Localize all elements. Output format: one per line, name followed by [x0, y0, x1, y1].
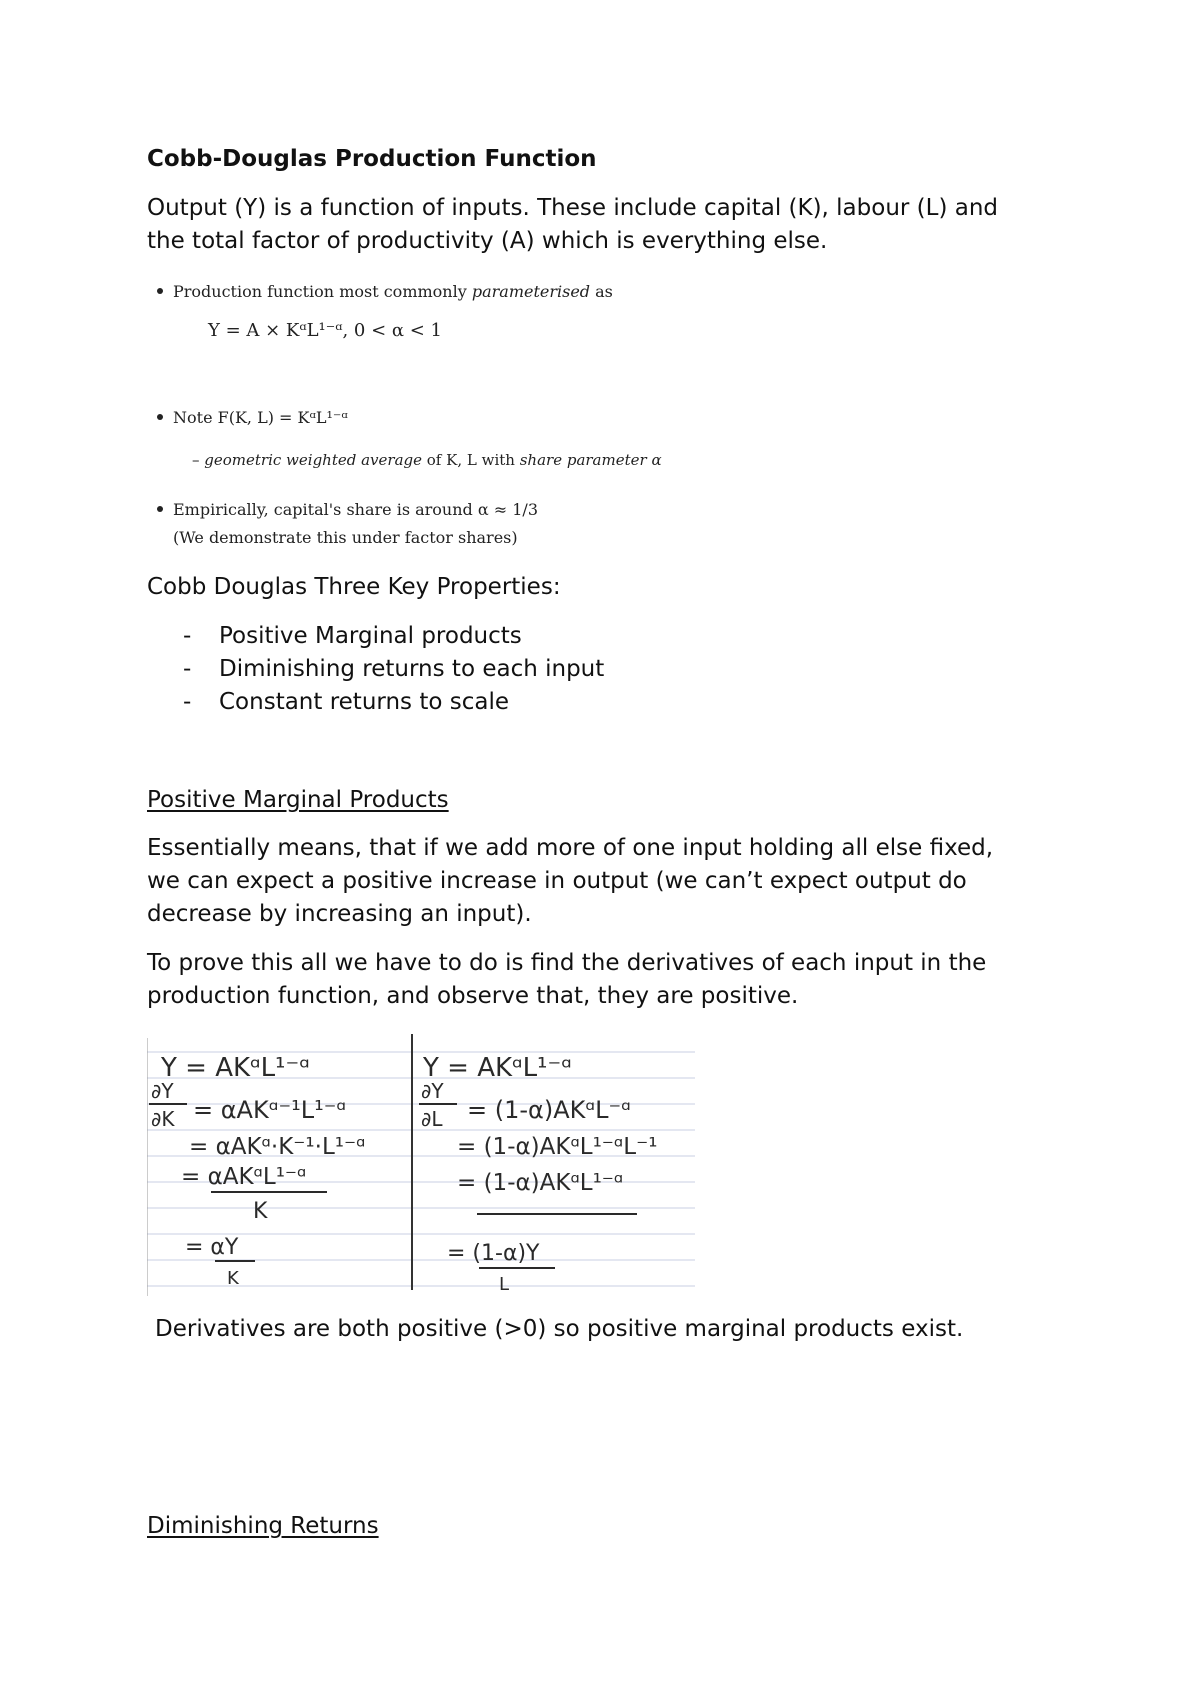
handwritten-derivation-image [147, 1034, 695, 1296]
hw-right-line-2: = (1-α)AKᵅL¹⁻ᵅL⁻¹ [457, 1134, 658, 1160]
hw-right-dl: ∂L [421, 1107, 443, 1131]
hw-left-line-1: = αAKᵅ⁻¹L¹⁻ᵅ [193, 1096, 347, 1124]
pmp-para-1-line-2: we can expect a positive increase in output (we can’t expect output do [147, 868, 967, 894]
list-item: - Diminishing returns to each input [183, 656, 605, 682]
latex-bullet-3-note: (We demonstrate this under factor shares) [173, 528, 518, 547]
hw-right-line-3: = (1-α)AKᵅL¹⁻ᵅ [457, 1170, 624, 1196]
intro-line-2: the total factor of productivity (A) which is everything else. [147, 228, 828, 254]
hw-left-denom-1: K [253, 1199, 268, 1224]
section-heading-diminishing-returns: Diminishing Returns [147, 1513, 379, 1539]
page-title: Cobb-Douglas Production Function [147, 146, 597, 172]
latex-bullet-1: Production function most commonly parameterised as [157, 282, 613, 301]
intro-line-1: Output (Y) is a function of inputs. These include capital (K), labour (L) and [147, 195, 999, 221]
bullet-icon [157, 506, 163, 512]
hw-right-denom: L [499, 1274, 510, 1295]
latex-equation: Y = A × KᵅL¹⁻ᵅ, 0 < α < 1 [208, 320, 442, 341]
pmp-para-1-line-3: decrease by increasing an input). [147, 901, 532, 927]
hw-left-denom-2: K [227, 1268, 239, 1289]
properties-list [183, 620, 604, 719]
bullet-icon [157, 288, 163, 294]
latex-sub-bullet: – geometric weighted average of K, L with share parameter α [192, 451, 662, 469]
pmp-conclusion: Derivatives are both positive (>0) so positive marginal products exist. [155, 1316, 964, 1342]
hw-right-dy: ∂Y [421, 1079, 444, 1103]
pmp-para-1-line-1: Essentially means, that if we add more of one input holding all else fixed, [147, 835, 994, 861]
section-heading-positive-marginal-products: Positive Marginal Products [147, 787, 449, 813]
hw-right-line-0: Y = AKᵅL¹⁻ᵅ [423, 1053, 572, 1083]
pmp-para-2-line-2: production function, and observe that, they are positive. [147, 983, 799, 1009]
hw-left-dk: ∂K [151, 1107, 175, 1131]
hw-right-line-1: = (1-α)AKᵅL⁻ᵅ [467, 1096, 631, 1124]
list-item: - Positive Marginal products [183, 623, 522, 649]
hw-right-line-4: = (1-α)Y [447, 1241, 540, 1266]
properties-heading: Cobb Douglas Three Key Properties: [147, 574, 561, 600]
bullet-icon [157, 414, 163, 420]
hw-left-line-3: = αAKᵅL¹⁻ᵅ [181, 1164, 307, 1190]
hw-left-line-0: Y = AKᵅL¹⁻ᵅ [161, 1053, 310, 1083]
latex-bullet-3: Empirically, capital's share is around α ≈ 1/3 [157, 500, 538, 519]
hw-left-line-4: = αY [185, 1235, 239, 1260]
list-item: - Constant returns to scale [183, 689, 509, 715]
pmp-para-2-line-1: To prove this all we have to do is find the derivatives of each input in the [147, 950, 987, 976]
hw-left-dy: ∂Y [151, 1079, 174, 1103]
notebook-paper [147, 1034, 695, 1296]
hw-left-line-2: = αAKᵅ·K⁻¹·L¹⁻ᵅ [189, 1134, 366, 1160]
latex-bullet-2: Note F(K, L) = KᵅL¹⁻ᵅ [157, 408, 348, 427]
